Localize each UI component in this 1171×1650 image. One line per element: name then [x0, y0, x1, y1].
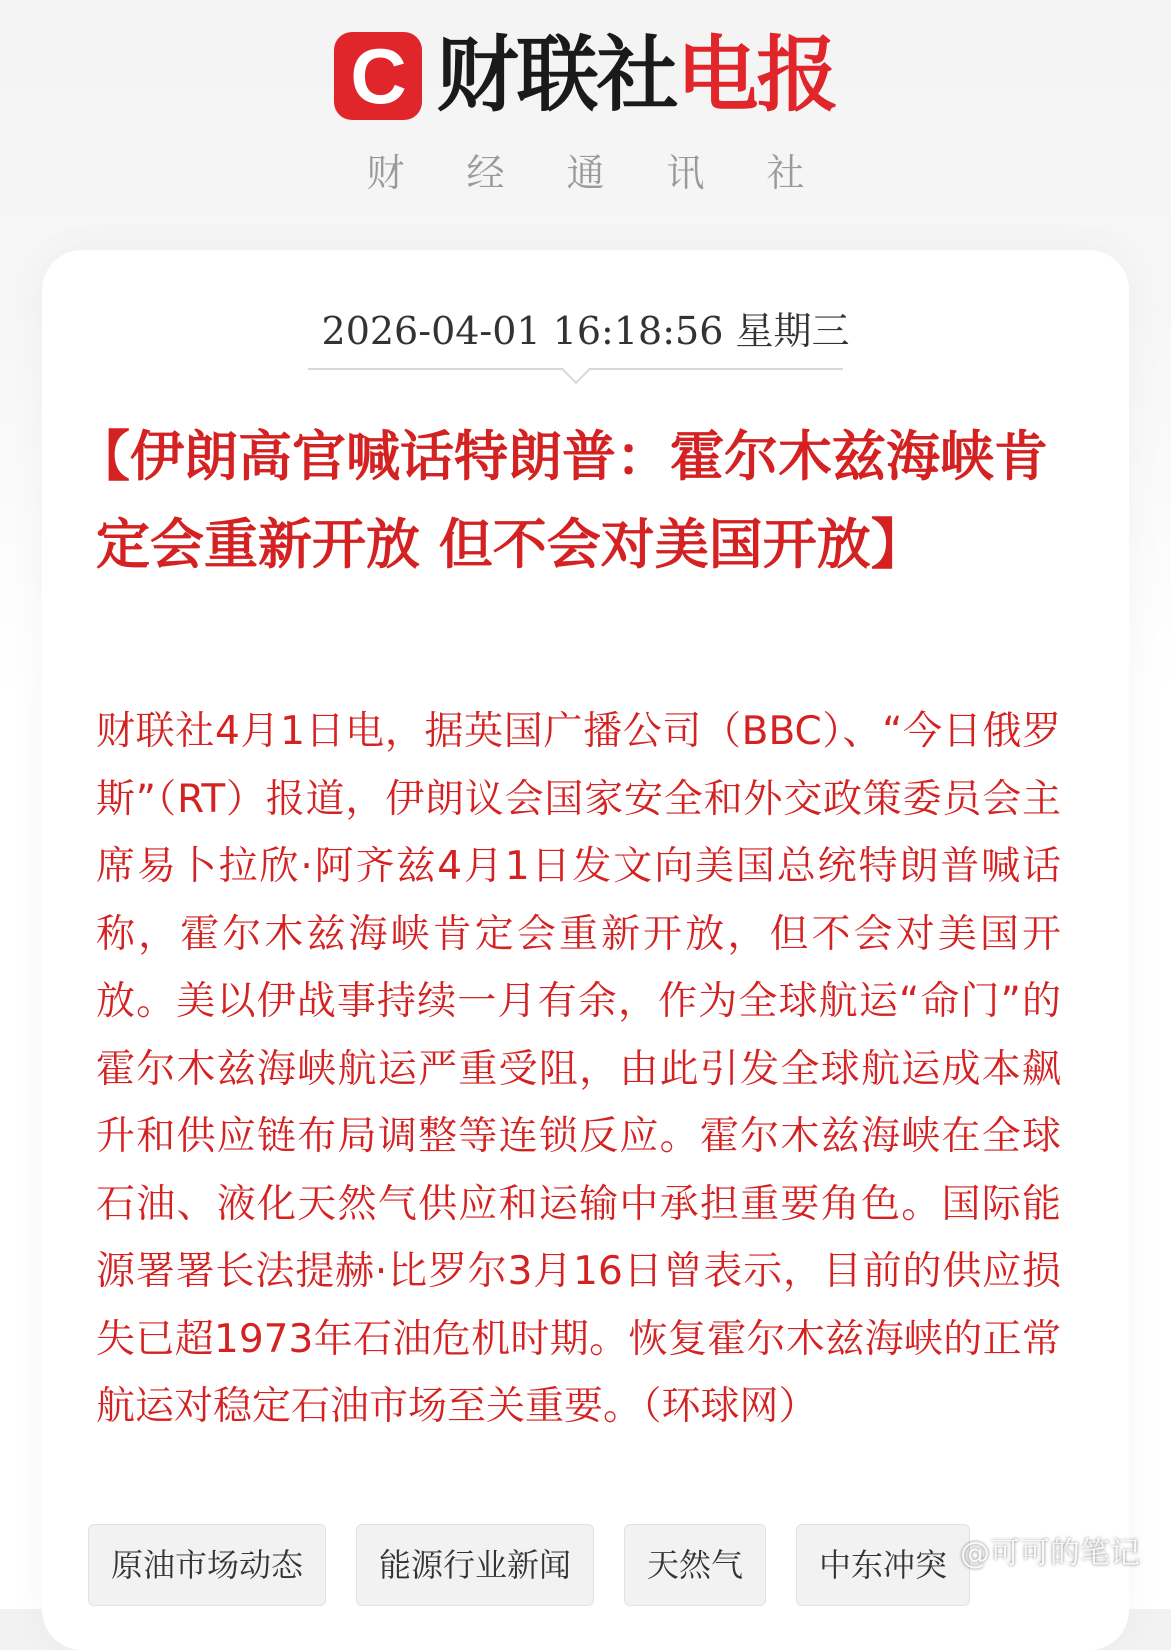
tag-natural-gas[interactable]: 天然气: [624, 1524, 766, 1606]
tag-list: [88, 1524, 970, 1606]
brand-name-main: 财联社: [436, 28, 677, 123]
tag-crude-oil[interactable]: 原油市场动态: [88, 1524, 326, 1606]
article-datetime: 2026-04-01 16:18:56 星期三: [321, 309, 850, 353]
brand-name-telegraph: 电报: [676, 28, 837, 123]
tag-middle-east[interactable]: 中东冲突: [796, 1524, 970, 1606]
cls-logo-icon: C: [334, 32, 422, 120]
article-body: 财联社4月1日电，据英国广播公司（BBC）、“今日俄罗斯”（RT）报道，伊朗议会国家安全和外交政策委员会主席易卜拉欣·阿齐兹4月1日发文向美国总统特朗普喊话称，霍尔木兹海峡肯定会重新开放，但不会对美国开放。美以伊战事持续一月有余，作为全球航运“命门”的霍尔木兹海峡航运严重受阻，由此引发全球航运成本飙升和供应链布局调整等连锁反应。霍尔木兹海峡在全球石油、液化天然气供应和运输中承担重要角色。国际能源署署长法提赫·比罗尔3月16日曾表示，目前的供应损失已超1973年石油危机时期。恢复霍尔木兹海峡的正常航运对稳定石油市场至关重要。（环球网）: [96, 709, 1061, 1429]
brand-header: [0, 30, 1171, 122]
brand-subtitle: 财经通讯社: [366, 151, 867, 195]
brand-name: [436, 30, 836, 122]
article-headline: 【伊朗高官喊话特朗普：霍尔木兹海峡肯定会重新开放 但不会对美国开放】: [76, 424, 1048, 576]
tag-energy-news[interactable]: 能源行业新闻: [356, 1524, 594, 1606]
watermark: @可可的笔记: [960, 1536, 1140, 1571]
